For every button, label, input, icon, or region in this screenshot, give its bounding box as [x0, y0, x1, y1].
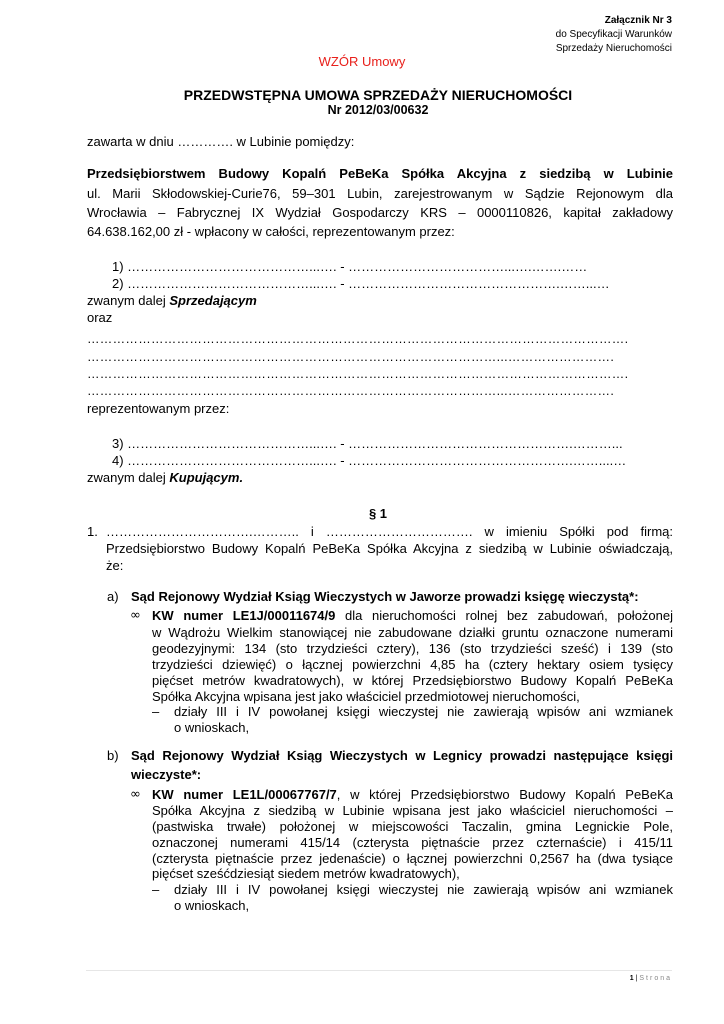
- kw-jawor-desc: dla nieruchomości rolnej bez zabudowań, położonej: [335, 608, 673, 623]
- kw-legnica-line-5: (czterysta piętnaście przez jedenaście) o łącznej powierzchni 0,2567 ha (dwa tysiące: [152, 851, 673, 866]
- buyer-alias: [87, 470, 243, 485]
- buyer-dotted-line-1: ……………………………………………………………………………………………………………….: [87, 332, 629, 346]
- representative-4: 4) ……………………………………...…. - …………………………………………….……....…: [112, 453, 627, 468]
- seller-alias-name: Sprzedającym: [169, 293, 257, 308]
- kw-legnica-line-1: [152, 787, 673, 802]
- point-1-line-1: …………………………….……….. i ……………………………. w imieniu Spółki pod firmą:: [106, 524, 673, 539]
- header-spec: do Specyfikacji Warunków: [555, 29, 672, 40]
- kw-legnica-line-3: (pastwiska trwałe) położonej w miejscowości Taczalin, gmina Legnickie Pole,: [152, 819, 673, 834]
- kw-legnica-number: KW numer LE1L/00067767/7: [152, 787, 337, 802]
- representative-3: 3) ……………………………………...…. - …………………………………………….………...: [112, 436, 623, 451]
- item-a-heading: Sąd Rejonowy Wydział Ksiąg Wieczystych w Jaworze prowadzi księgę wieczystą*:: [131, 589, 639, 604]
- representative-1: 1) ……………………………………...…. - ………………………………...….…….……: [112, 259, 588, 274]
- kw-jawor-line-6: Spółka Akcyjna wpisana jest jako właściciel przedmiotowej nieruchomości,: [152, 689, 580, 704]
- seller-line-3: Wrocławia – Fabrycznej IX Wydział Gospodarczy KRS – 0000110826, kapitał zakładowy: [87, 205, 673, 220]
- kw-jawor-number: KW numer LE1J/00011674/9: [152, 608, 336, 623]
- kw-legnica-line-6: pięćset sześćdziesiąt siedem metrów kwadratowych),: [152, 866, 460, 881]
- header-annex: Załącznik Nr 3: [604, 15, 672, 26]
- dash-icon: –: [152, 882, 160, 897]
- kw-jawor-line-5: pięćset metrów kwadratowych), w której Przedsiębiorstwo Budowy Kopalń PeBeKa: [152, 673, 673, 688]
- kw-legnica-sub-1: działy III i IV powołanej księgi wieczystej nie zawierają wpisów ani wzmianek: [174, 882, 673, 897]
- buyer-dotted-line-3: ……………………………………………………………………………………………………………….: [87, 367, 629, 381]
- buyer-dotted-line-2: ……………………………………………………………………………………...…………………….: [87, 350, 615, 364]
- page-footer: [630, 975, 672, 982]
- point-1-line-2: Przedsiębiorstwo Budowy Kopalń PeBeKa Spółka Akcyjna z siedzibą w Lubinie oświadczają,: [106, 541, 673, 556]
- footer-label: Strona: [639, 975, 672, 982]
- footer-divider: [86, 970, 672, 971]
- kw-jawor-line-2: w Wądrożu Wielkim stanowiącej nie zabudowane działki gruntu oznaczone numerami: [152, 625, 673, 640]
- seller-line-2: ul. Marii Skłodowskiej-Curie76, 59–301 Lubin, zarejestrowanym w Sądzie Rejonowym dla: [87, 186, 673, 201]
- page-number: 1: [629, 975, 634, 982]
- kw-legnica-line-2: Spółka Akcyjna z siedzibą w Lubinie wpisana jest jako właściciel nieruchomości –: [152, 803, 673, 818]
- section-heading: § 1: [368, 506, 388, 521]
- kw-jawor-sub-2: o wnioskach,: [174, 720, 250, 735]
- footer-separator: |: [633, 975, 640, 982]
- template-label: WZÓR Umowy: [318, 54, 406, 69]
- seller-line-4: 64.638.162,00 zł - wpłacony w całości, reprezentowanym przez:: [87, 224, 455, 239]
- buyer-alias-prefix: zwanym dalej: [87, 470, 170, 485]
- point-1-number: 1.: [87, 524, 98, 539]
- buyer-alias-name: Kupującym.: [169, 470, 244, 485]
- bullet-icon: ∞: [130, 787, 141, 802]
- header-sale: Sprzedaży Nieruchomości: [555, 43, 672, 54]
- item-a-label: a): [107, 589, 119, 604]
- point-1-line-3: że:: [106, 558, 124, 573]
- page-title: PRZEDWSTĘPNA UMOWA SPRZEDAŻY NIERUCHOMOŚCI: [183, 87, 573, 103]
- seller-alias: [87, 293, 257, 308]
- kw-jawor-line-1: [152, 608, 673, 623]
- kw-jawor-line-3: geodezyjnymi: 134 (sto trzydzieści cztery), 136 (sto trzydzieści sześć) i 139 (sto: [152, 641, 673, 656]
- seller-name: Przedsiębiorstwem Budowy Kopalń PeBeKa Spółka Akcyjna z siedzibą w Lubinie: [87, 166, 673, 181]
- intro-text: zawarta w dniu …………. w Lubinie pomiędzy:: [87, 134, 355, 149]
- representative-2: 2) ……………………………………...…. - ………………………………………….……...…: [112, 276, 610, 291]
- kw-legnica-desc: , w której Przedsiębiorstwo Budowy Kopalń PeBeKa: [336, 787, 673, 802]
- dash-icon: –: [152, 704, 160, 719]
- item-b-label: b): [107, 748, 119, 763]
- kw-jawor-line-4: trzydzieści dziewięć) o łącznej powierzchni 4,85 ha (cztery hektary osiem tysięcy: [152, 657, 673, 672]
- contract-number: Nr 2012/03/00632: [327, 103, 429, 117]
- kw-jawor-sub-1: działy III i IV powołanej księgi wieczystej nie zawierają wpisów ani wzmianek: [174, 704, 673, 719]
- oraz-text: oraz: [87, 310, 113, 325]
- bullet-icon: ∞: [130, 608, 141, 623]
- item-b-heading-1: Sąd Rejonowy Wydział Ksiąg Wieczystych w Legnicy prowadzi następujące księgi: [131, 748, 673, 763]
- buyer-dotted-line-4: ……………………………………………………………………………………...…………………….: [87, 384, 615, 398]
- represented-by: reprezentowanym przez:: [87, 401, 230, 416]
- item-b-heading-2: wieczyste*:: [131, 767, 202, 782]
- kw-legnica-line-4: oznaczonej numerami 415/14 (czterysta piętnaście przez czternaście) i 415/11: [152, 835, 673, 850]
- kw-legnica-sub-2: o wnioskach,: [174, 898, 250, 913]
- seller-alias-prefix: zwanym dalej: [87, 293, 170, 308]
